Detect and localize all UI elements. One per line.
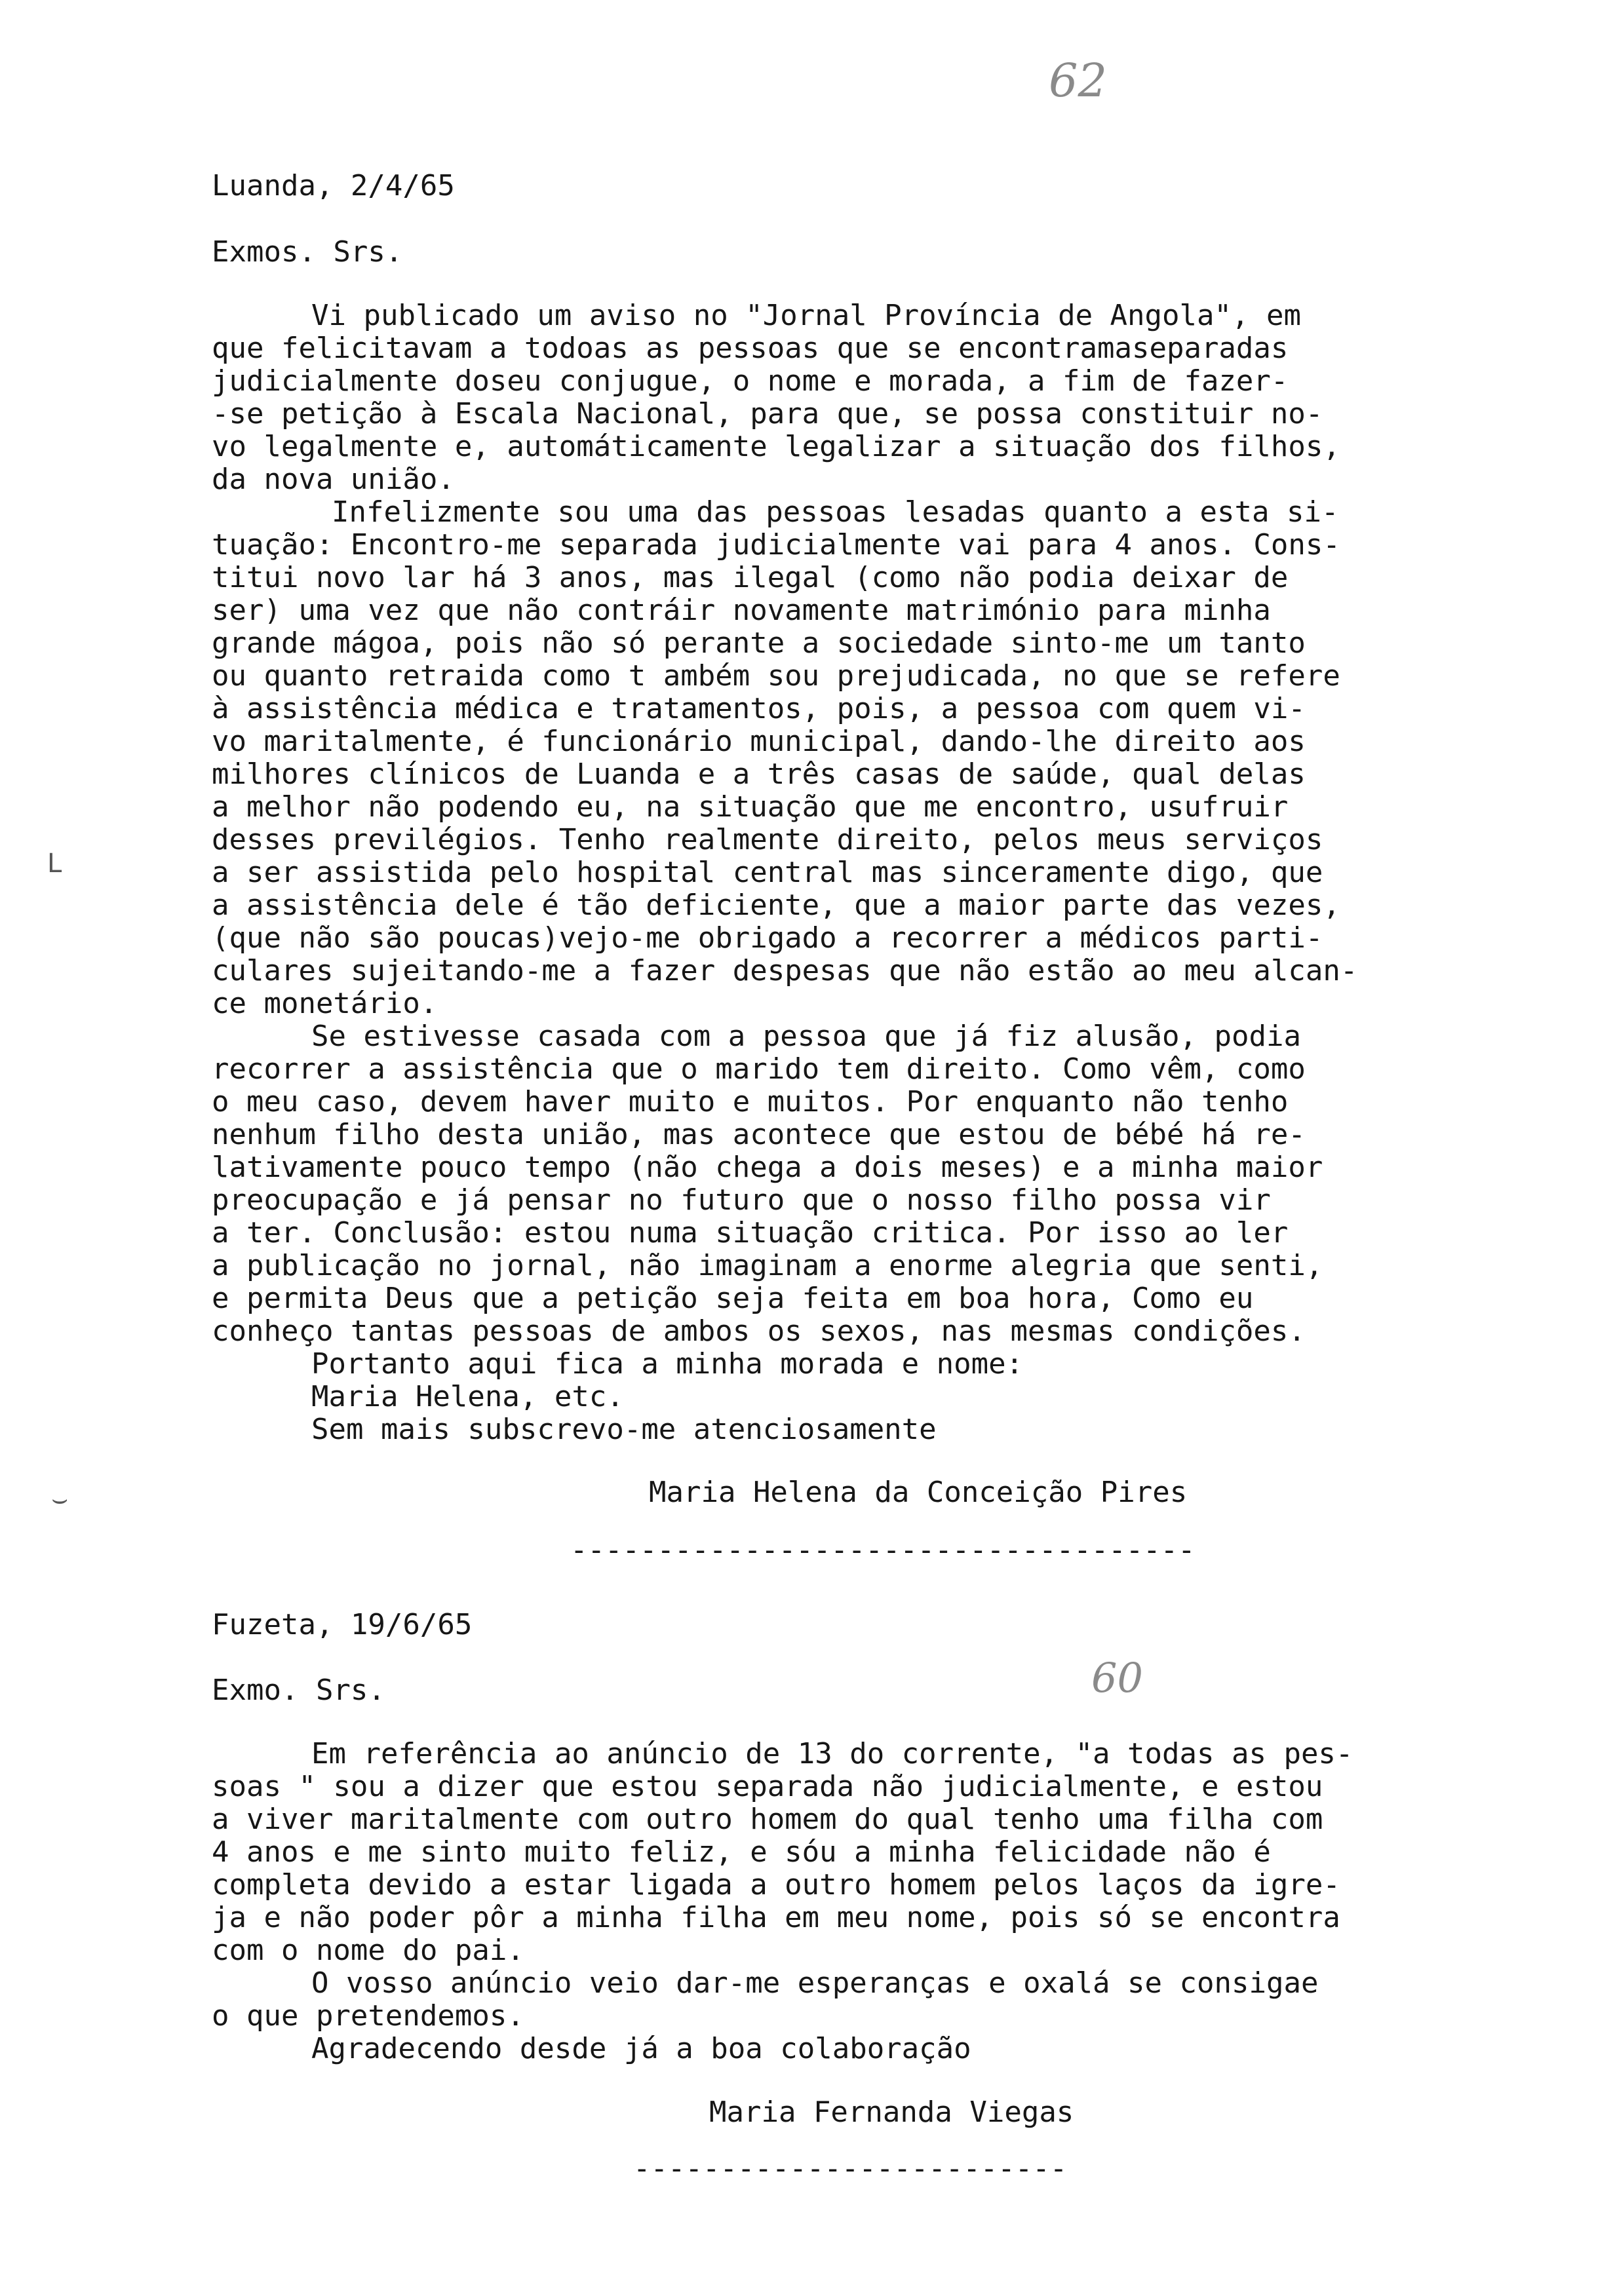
letter-2-body-line: soas " sou a dizer que estou separada não judicialmente, e estou	[212, 1770, 1323, 1803]
letter-1-body-line: nenhum filho desta união, mas acontece que estou de bébé há re-	[212, 1118, 1306, 1151]
letter-2-body-line: Em referência ao anúncio de 13 do corrente, "a todas as pes-	[311, 1737, 1353, 1770]
letter-1-body-line: a publicação no jornal, não imaginam a enorme alegria que senti,	[212, 1249, 1323, 1282]
letter-2-body-line: a viver maritalmente com outro homem do qual tenho uma filha com	[212, 1803, 1323, 1836]
letter-1-body-line: -se petição à Escala Nacional, para que, se possa constituir no-	[212, 397, 1323, 430]
letter-1-body-line: Maria Helena, etc.	[311, 1380, 624, 1413]
letter-2-body-line: 4 anos e me sinto muito feliz, e sóu a minha felicidade não é	[212, 1835, 1271, 1869]
letter-1-body-line: que felicitavam a todoas as pessoas que se encontramaseparadas	[212, 332, 1289, 365]
letter-1-salutation: Exmos. Srs.	[212, 235, 403, 269]
letter-1-body-line: Vi publicado um aviso no "Jornal Província de Angola", em	[311, 299, 1301, 332]
letter-1-body-line: ser) uma vez que não contráir novamente matrimónio para minha	[212, 594, 1271, 627]
letter-2-salutation: Exmo. Srs.	[212, 1674, 385, 1707]
letter-1-body-line: judicialmente doseu conjugue, o nome e morada, a fim de fazer-	[212, 364, 1289, 398]
margin-mark-left-upper: L	[47, 849, 62, 879]
letter-1-body-line: Infelizmente sou uma das pessoas lesadas quanto a esta si-	[332, 495, 1339, 529]
letter-2-signature: Maria Fernanda Viegas	[709, 2095, 1074, 2129]
margin-mark-left-lower: ⌣	[51, 1484, 69, 1514]
letter-2-body-line: com o nome do pai.	[212, 1934, 524, 1967]
letter-2-separator: -------------------------	[633, 2152, 1068, 2185]
letter-1-signature: Maria Helena da Conceição Pires	[649, 1476, 1188, 1509]
letter-1-body-line: a melhor não podendo eu, na situação que me encontro, usufruir	[212, 790, 1289, 824]
letter-1-date-line: Luanda, 2/4/65	[212, 169, 455, 202]
letter-1-body-line: ou quanto retraida como t ambém sou prejudicada, no que se refere	[212, 659, 1340, 693]
letter-1-body-line: (que não são poucas)vejo-me obrigado a recorrer a médicos parti-	[212, 921, 1323, 955]
letter-1-body-line: a assistência dele é tão deficiente, que a maior parte das vezes,	[212, 889, 1340, 922]
letter-2-body-line: o que pretendemos.	[212, 1999, 524, 2033]
letter-1-body-line: grande mágoa, pois não só perante a sociedade sinto-me um tanto	[212, 626, 1306, 660]
letter-1-body-line: desses previlégios. Tenho realmente direito, pelos meus serviços	[212, 823, 1323, 856]
letter-1-body-line: o meu caso, devem haver muito e muitos. Por enquanto não tenho	[212, 1085, 1289, 1119]
page-number-handwritten-middle: 60	[1091, 1654, 1143, 1702]
letter-1-body-line: e permita Deus que a petição seja feita em boa hora, Como eu	[212, 1282, 1254, 1315]
letter-1-body-line: recorrer a assistência que o marido tem direito. Como vêm, como	[212, 1052, 1306, 1086]
letter-1-body-line: titui novo lar há 3 anos, mas ilegal (como não podia deixar de	[212, 561, 1289, 594]
letter-1-body-line: a ser assistida pelo hospital central mas sinceramente digo, que	[212, 856, 1323, 889]
letter-1-body-line: preocupação e já pensar no futuro que o nosso filho possa vir	[212, 1183, 1271, 1217]
letter-1-body-line: à assistência médica e tratamentos, pois, a pessoa com quem vi-	[212, 692, 1306, 725]
letter-2-date-line: Fuzeta, 19/6/65	[212, 1608, 473, 1641]
letter-2-body-line: Agradecendo desde já a boa colaboração	[311, 2032, 971, 2065]
letter-1-body-line: ce monetário.	[212, 987, 438, 1020]
letter-2-body-line: O vosso anúncio veio dar-me esperanças e oxalá se consigae	[311, 1966, 1319, 2000]
letter-1-body-line: culares sujeitando-me a fazer despesas que não estão ao meu alcan-	[212, 954, 1358, 987]
letter-1-body-line: Se estivesse casada com a pessoa que já fiz alusão, podia	[311, 1020, 1301, 1053]
letter-1-body-line: a ter. Conclusão: estou numa situação critica. Por isso ao ler	[212, 1216, 1289, 1250]
letter-1-body-line: Sem mais subscrevo-me atenciosamente	[311, 1413, 937, 1446]
page-number-handwritten-top: 62	[1049, 54, 1108, 107]
letter-1-separator: ------------------------------------	[570, 1533, 1196, 1567]
letter-2-body-line: ja e não poder pôr a minha filha em meu nome, pois só se encontra	[212, 1901, 1340, 1934]
letter-1-body-line: conheço tantas pessoas de ambos os sexos, nas mesmas condições.	[212, 1314, 1306, 1348]
letter-2-body-line: completa devido a estar ligada a outro homem pelos laços da igre-	[212, 1868, 1340, 1902]
letter-1-body-line: tuação: Encontro-me separada judicialmente vai para 4 anos. Cons-	[212, 528, 1340, 562]
letter-1-body-line: vo legalmente e, automáticamente legalizar a situação dos filhos,	[212, 430, 1340, 463]
letter-1-body-line: da nova união.	[212, 463, 455, 496]
letter-1-body-line: lativamente pouco tempo (não chega a dois meses) e a minha maior	[212, 1151, 1323, 1184]
letter-1-body-line: milhores clínicos de Luanda e a três casas de saúde, qual delas	[212, 757, 1306, 791]
letter-1-body-line: Portanto aqui fica a minha morada e nome:	[311, 1347, 1024, 1381]
letter-1-body-line: vo maritalmente, é funcionário municipal, dando-lhe direito aos	[212, 725, 1306, 758]
